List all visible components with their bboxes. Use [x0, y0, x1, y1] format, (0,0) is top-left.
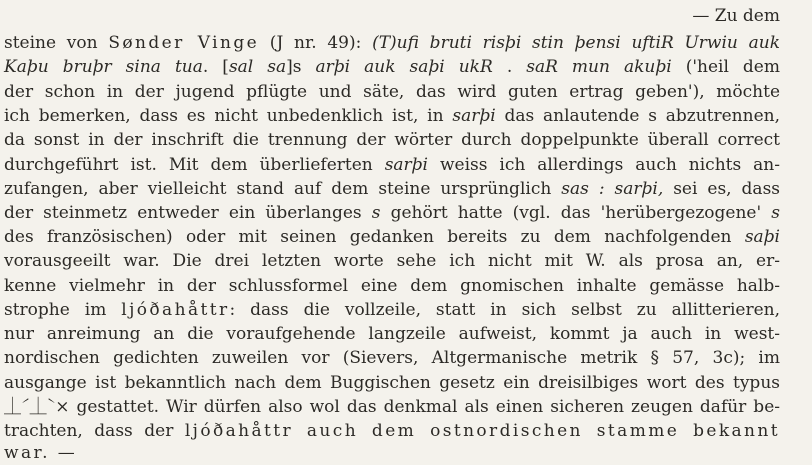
- text-segment: (T)ufi bruti risþi stin þensi uftiR Urwiu auk: [372, 33, 780, 53]
- text-line: [4, 6, 780, 26]
- text-segment: ich bemerken, dass es nicht unbedenklich ist, in: [4, 106, 453, 126]
- text-segment: sarþi: [452, 106, 496, 126]
- text-line: [4, 348, 780, 368]
- text-segment: nordischen gedichten zuweilen vor (Sievers, Altgermanische metrik § 57, 3c); im: [4, 348, 780, 368]
- text-segment: Kaþu bruþr sina tua: [4, 57, 203, 77]
- text-segment: s: [371, 203, 381, 223]
- text-line: [4, 324, 780, 344]
- text-segment: s: [771, 203, 780, 223]
- text-line: [4, 300, 780, 320]
- text-segment: sal sa: [228, 57, 287, 77]
- text-line: [4, 276, 780, 296]
- text-line: [4, 82, 780, 102]
- text-segment: vorausgeeilt war. Die drei letzten worte sehe ich nicht mit W. als prosa an, er-: [4, 251, 780, 271]
- text-segment: — Zu dem: [692, 6, 780, 26]
- text-segment: da sonst in der inschrift die trennung der wörter durch doppelpunkte überall correct: [4, 130, 780, 150]
- text-segment: arþi auk saþi ukR: [315, 57, 493, 77]
- text-segment: war. —: [4, 443, 78, 463]
- text-line: [4, 57, 780, 77]
- text-segment: der steinmetz entweder ein überlanges: [4, 203, 372, 223]
- text-segment: gehört hatte (vgl. das 'herübergezogene': [380, 203, 772, 223]
- text-segment: durchgeführt ist. Mit dem überlieferten: [4, 155, 385, 175]
- text-segment: saR mun akuþi: [526, 57, 672, 77]
- text-line: [4, 251, 780, 271]
- text-segment: sarþi: [384, 155, 428, 175]
- text-line: [4, 203, 780, 223]
- text-line: [4, 227, 780, 247]
- text-segment: ljóðahåttr: [121, 300, 230, 320]
- text-segment: ⏊́ ⏊̀ × gestattet. Wir dürfen also wol das denkmal als einen sicheren zeugen dafür be-: [4, 397, 780, 417]
- text-line: [4, 33, 780, 53]
- text-line: [4, 106, 780, 126]
- text-segment: zufangen, aber vielleicht stand auf dem steine ursprünglich: [4, 179, 562, 199]
- text-segment: ('heil dem: [671, 57, 780, 77]
- text-segment: ]s: [286, 57, 316, 77]
- text-segment: das anlautende s abzutrennen,: [495, 106, 780, 126]
- text-segment: saþi: [744, 227, 780, 247]
- text-segment: der schon in der jugend pflügte und säte, das wird guten ertrag geben'), möchte: [4, 82, 780, 102]
- text-segment: ljóðahåttr auch dem ostnordischen stamme bekannt: [184, 421, 780, 441]
- text-segment: Sønder Vinge: [108, 33, 260, 53]
- text-line: [4, 443, 780, 463]
- text-line: [4, 179, 780, 199]
- text-line: [4, 421, 780, 441]
- text-segment: des französischen) oder mit seinen gedanken bereits zu dem nachfolgenden: [4, 227, 745, 247]
- text-segment: trachten, dass der: [4, 421, 185, 441]
- text-segment: strophe im: [4, 300, 122, 320]
- text-segment: .: [492, 57, 527, 77]
- text-segment: : dass die vollzeile, statt in sich selbst zu allitterieren,: [229, 300, 780, 320]
- text-line: [4, 155, 780, 175]
- text-segment: sei es, dass: [663, 179, 781, 199]
- text-segment: nur anreimung an die voraufgehende langzeile aufweist, kommt ja auch in west-: [4, 324, 780, 344]
- text-segment: kenne vielmehr in der schlussformel eine dem gnomischen inhalte gemässe halb-: [4, 276, 780, 296]
- text-segment: sas : sarþi,: [561, 179, 664, 199]
- text-line: [4, 373, 780, 393]
- text-segment: steine von: [4, 33, 109, 53]
- text-segment: (J nr. 49):: [259, 33, 373, 53]
- text-line: [4, 397, 780, 417]
- text-segment: ausgange ist bekanntlich nach dem Buggischen gesetz ein dreisilbiges wort des typus: [4, 373, 780, 393]
- text-line: [4, 130, 780, 150]
- text-segment: . [: [202, 57, 229, 77]
- text-segment: weiss ich allerdings auch nichts an-: [428, 155, 780, 175]
